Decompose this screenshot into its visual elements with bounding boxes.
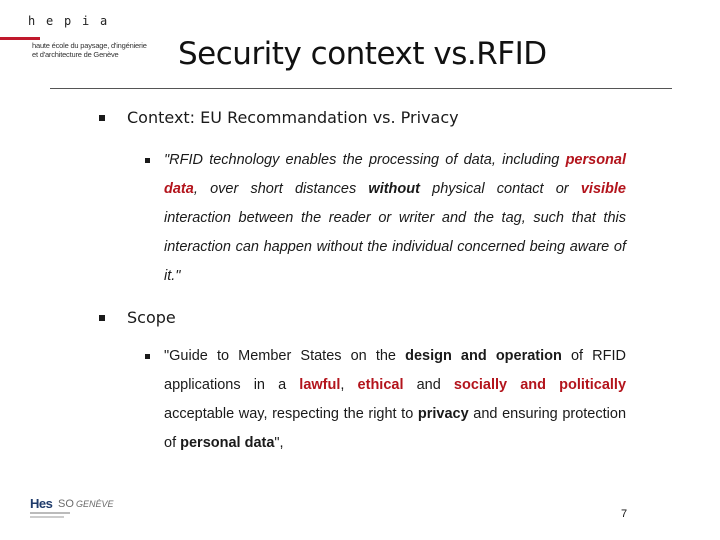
- logo-tagline-line: [30, 512, 70, 514]
- title-divider: [50, 88, 672, 89]
- logo-letter-i: i: [82, 14, 90, 28]
- quote2-bold-personal-data: personal data: [180, 435, 275, 451]
- quote2-red-ethical: ethical: [357, 377, 404, 393]
- so-logo-text: SO: [58, 498, 74, 510]
- slide-title: Security context vs.RFID: [178, 36, 547, 72]
- quote2-text: acceptable way, respecting the right to: [164, 406, 418, 422]
- hepia-logo: [28, 14, 168, 59]
- logo-letter-a: a: [100, 14, 108, 28]
- quote1-text: , over short distances: [193, 181, 369, 197]
- quote1-bold-without: without: [368, 181, 420, 197]
- quote2-red-socially-politically: socially and politically: [453, 377, 627, 393]
- quote2-red-lawful: lawful: [299, 377, 341, 393]
- section2-heading: Scope: [127, 308, 176, 327]
- section1-heading: Context: EU Recommandation vs. Privacy: [127, 108, 459, 127]
- logo-letter-e: e: [46, 14, 54, 28]
- logo-letter-h: h: [28, 14, 36, 28]
- geneve-logo-text: GENÈVE: [76, 499, 114, 509]
- quote1-bold-personal-data: personal data: [164, 152, 626, 197]
- hes-so-logo: [30, 496, 130, 524]
- sub-bullet-square-icon: [145, 158, 150, 163]
- logo-tagline-line: [30, 516, 64, 518]
- quote2-text: of RFID applications in a: [164, 348, 626, 393]
- hepia-logo-letters: [28, 14, 168, 28]
- quote2-text: ",: [274, 435, 284, 451]
- page-number: 7: [621, 508, 628, 520]
- bullet-square-icon: [99, 315, 105, 321]
- quote2-bold-design-operation: design and operation: [405, 348, 562, 364]
- quote1-text: interaction between the reader or writer and the tag, such that this interaction can happen without the individual concerned being aware of it.": [164, 210, 626, 284]
- quote2-text: and ensuring protection of: [164, 406, 627, 451]
- hes-logo-text: Hes: [30, 496, 53, 511]
- logo-subtitle: [32, 41, 147, 59]
- sub-bullet-square-icon: [145, 354, 150, 359]
- section2-quote: [164, 342, 626, 458]
- quote1-bold-visible: visible: [580, 181, 626, 197]
- logo-subtitle-line1: haute école du paysage, d'ingénierie: [32, 41, 147, 50]
- quote2-text: and: [403, 377, 454, 393]
- quote2-text: "Guide to Member States on the: [164, 348, 406, 364]
- logo-letter-p: p: [64, 14, 72, 28]
- quote1-text: "RFID technology enables the processing of data, including: [164, 152, 566, 168]
- logo-red-bar: [0, 37, 40, 40]
- quote1-text: physical contact or: [419, 181, 581, 197]
- logo-subtitle-line2: et d'architecture de Genève: [32, 50, 119, 59]
- quote2-text: ,: [340, 377, 358, 393]
- quote2-bold-privacy: privacy: [417, 406, 469, 422]
- section1-quote: [164, 146, 626, 291]
- bullet-square-icon: [99, 115, 105, 121]
